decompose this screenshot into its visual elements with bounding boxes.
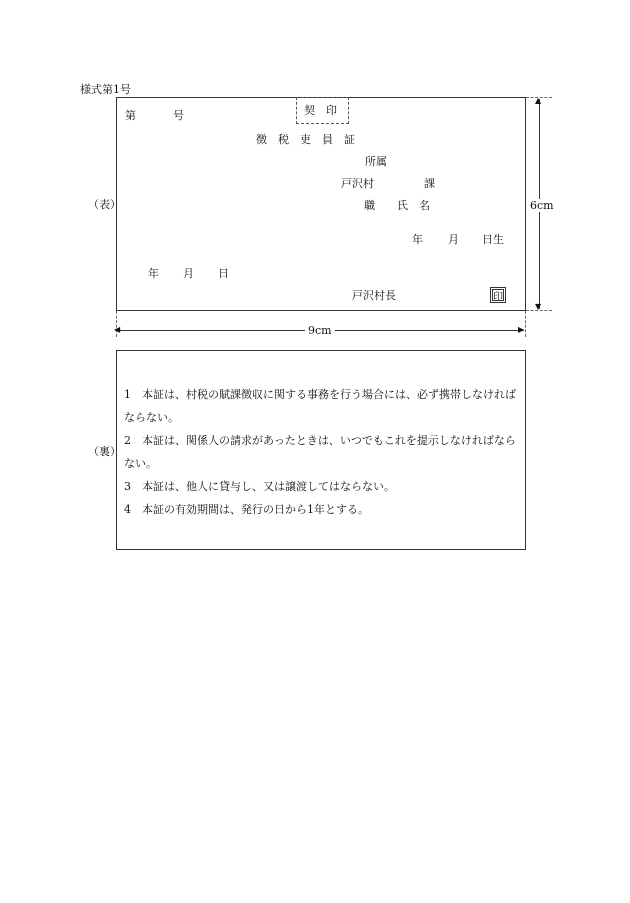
- height-arrow-bottom: ▼: [535, 302, 542, 311]
- number-dai: 第: [125, 109, 136, 122]
- village-prefix: 戸沢村: [341, 177, 374, 190]
- width-arrow-left: ◀: [114, 325, 121, 334]
- list-item-number: 4: [124, 503, 131, 516]
- width-arrow-right: ▶: [518, 325, 525, 334]
- keiin-box: [296, 97, 349, 124]
- list-item: [124, 498, 524, 521]
- list-item-number: 1: [124, 388, 131, 401]
- number-go: 号: [173, 109, 184, 122]
- dim-right-extension: [525, 311, 526, 337]
- issuer: 戸沢村長: [352, 289, 396, 302]
- affiliation-label: 所属: [365, 155, 387, 168]
- back-side-label: （裏）: [88, 445, 121, 458]
- list-item: [124, 383, 524, 429]
- list-item-text: 本証は、他人に貸与し、又は譲渡してはならない。: [142, 480, 395, 493]
- card-title: 徴 税 吏 員 証: [256, 133, 355, 146]
- list-item-number: 3: [124, 480, 131, 493]
- issue-month: 月: [183, 267, 194, 280]
- keiin-label: 契 印: [304, 104, 337, 117]
- width-dimension-label: 9cm: [305, 325, 335, 336]
- birth-year: 年: [412, 233, 423, 246]
- front-side-label: （表）: [88, 198, 121, 211]
- birth-day: 日生: [482, 233, 504, 246]
- form-title: 様式第1号: [80, 83, 131, 96]
- height-arrow-top: ▲: [535, 96, 542, 105]
- list-item-text: 本証は、関係人の請求があったときは、いつでもこれを提示しなければならない。: [124, 434, 516, 470]
- list-item-number: 2: [124, 434, 131, 447]
- height-dimension-label: 6cm: [530, 199, 554, 212]
- job-name-label: 職 氏 名: [364, 199, 430, 212]
- section-suffix: 課: [424, 177, 435, 190]
- seal-label: 印: [492, 289, 504, 301]
- issue-year: 年: [148, 267, 159, 280]
- list-item-text: 本証の有効期間は、発行の日から1年とする。: [142, 503, 369, 516]
- issue-day: 日: [218, 267, 229, 280]
- list-item: [124, 475, 524, 498]
- list-item-text: 本証は、村税の賦課徴収に関する事務を行う場合には、必ず携帯しなければならない。: [124, 388, 516, 424]
- list-item: [124, 429, 524, 475]
- front-card: [116, 97, 526, 311]
- birth-month: 月: [448, 233, 459, 246]
- seal-stamp: [490, 287, 506, 303]
